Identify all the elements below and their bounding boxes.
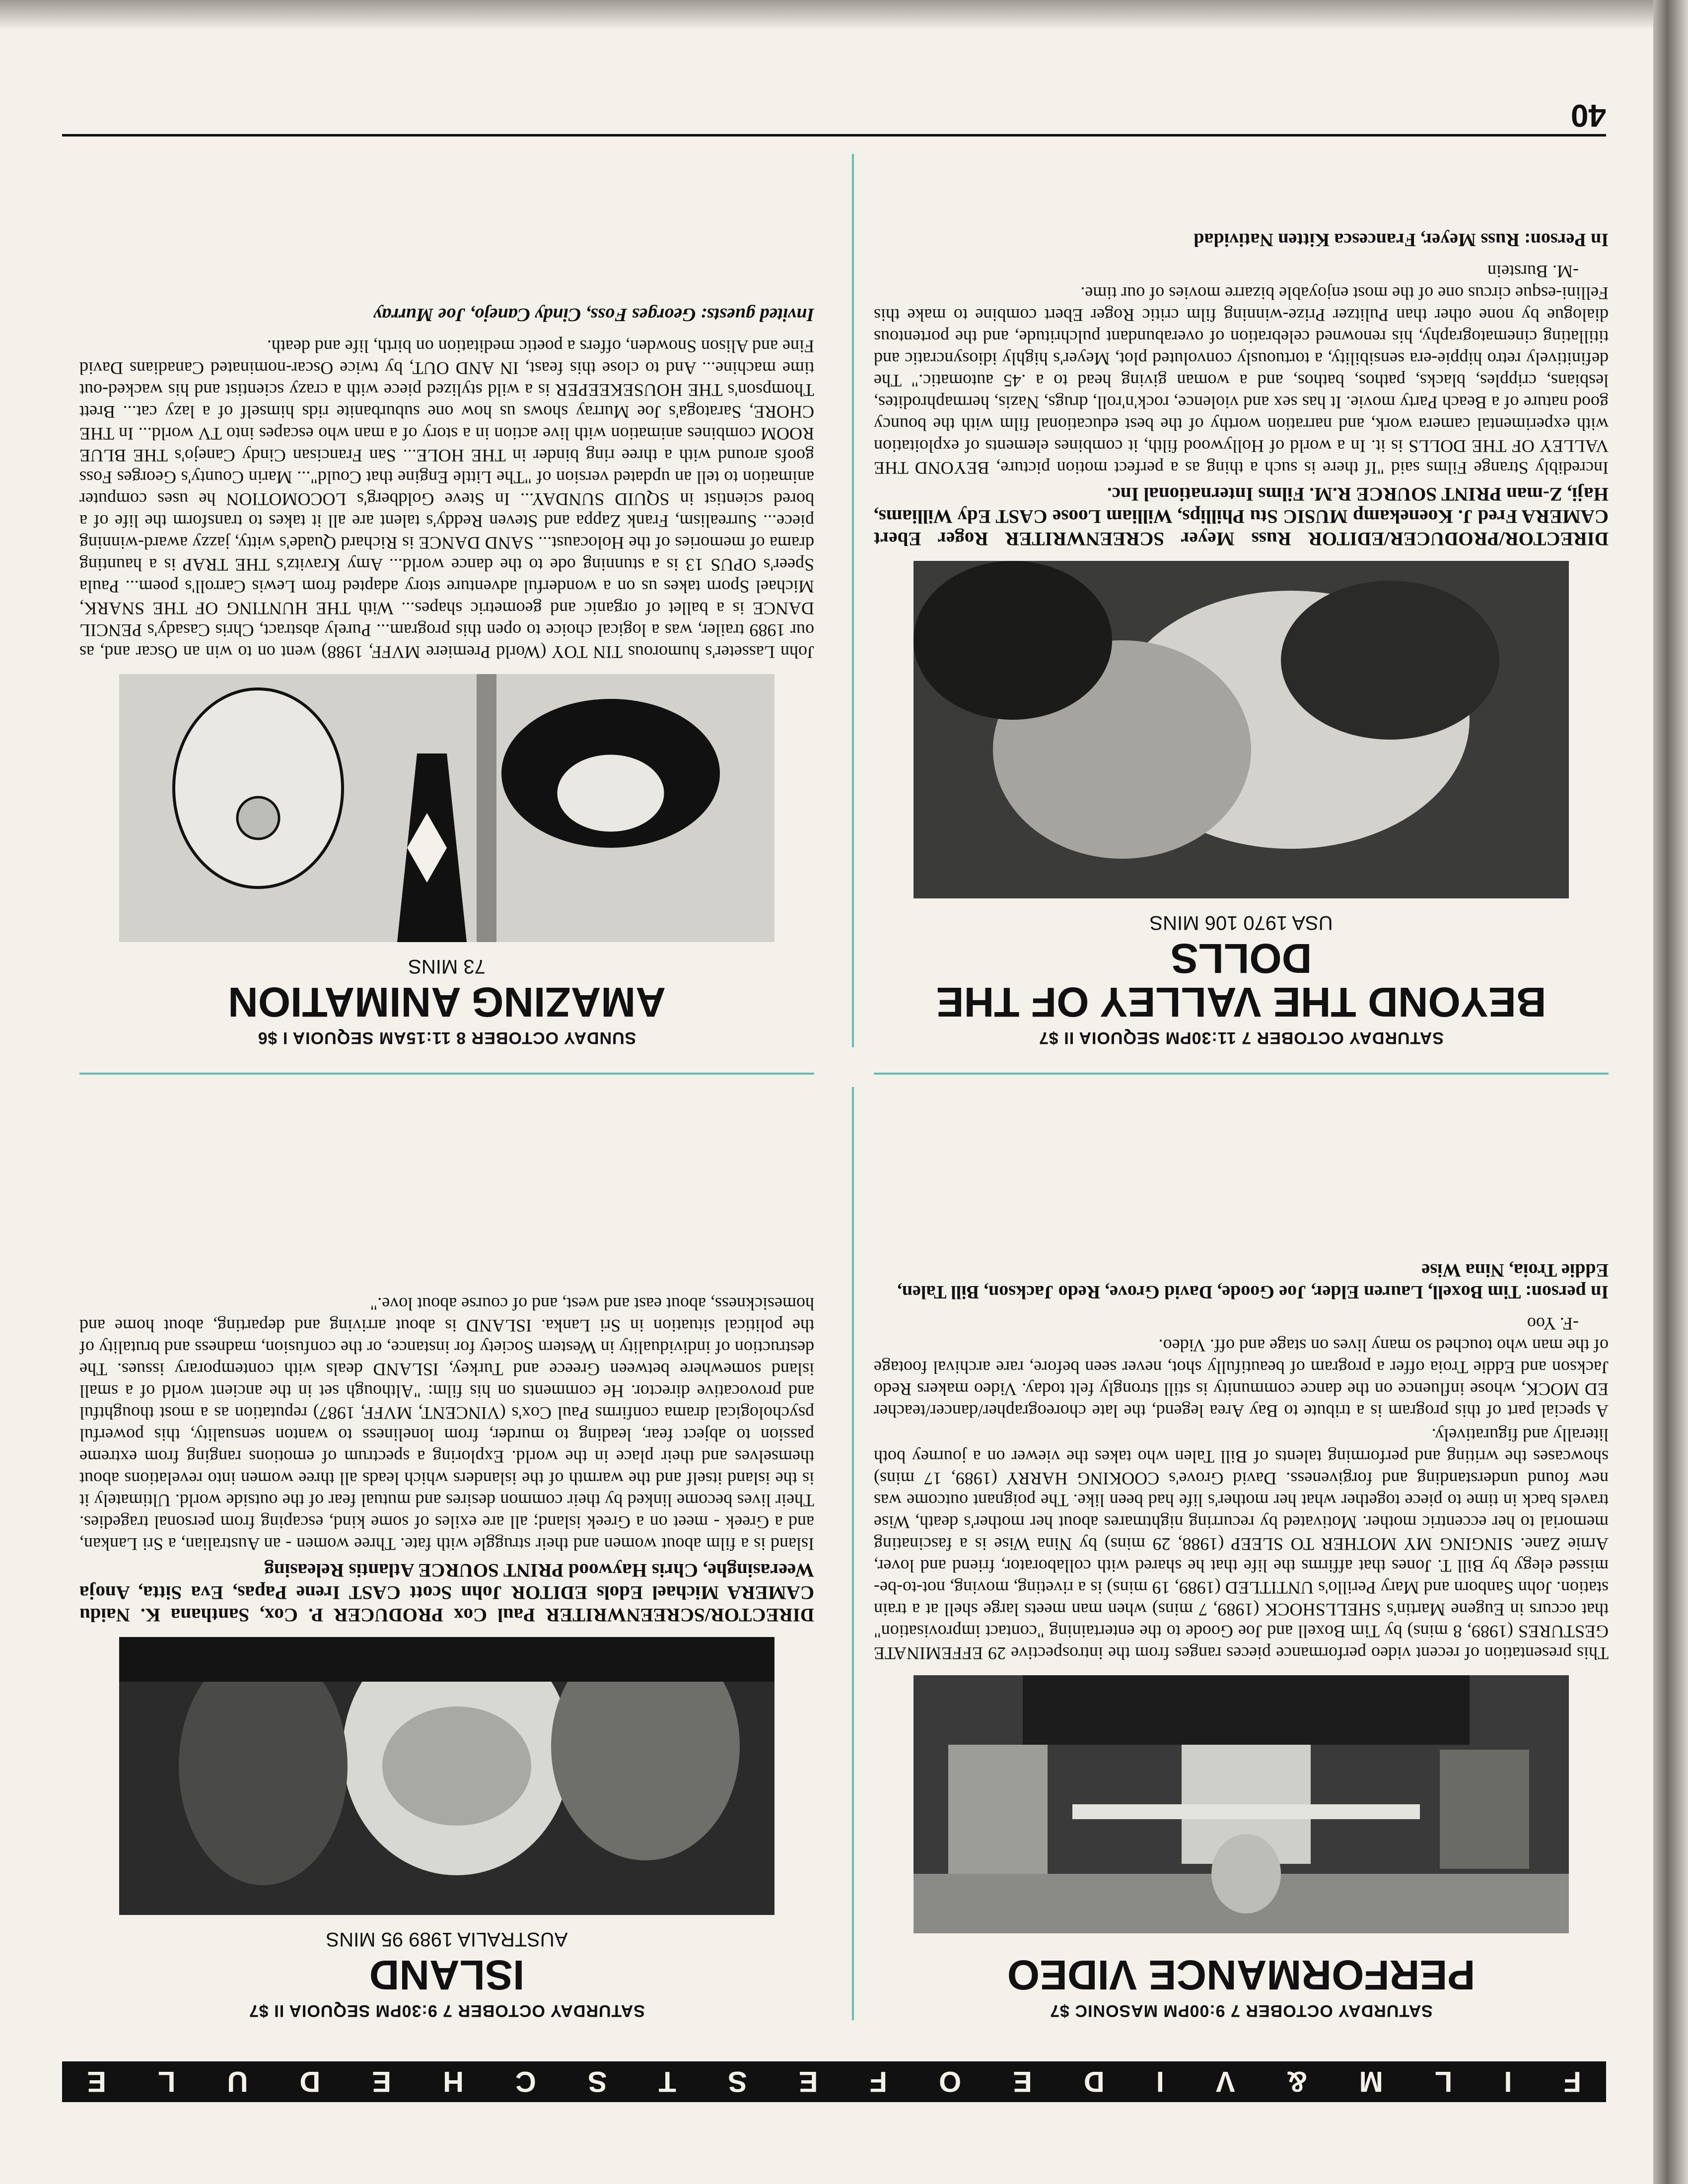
program-description	[874, 1313, 1609, 1664]
page-number: 40	[1570, 98, 1606, 134]
banner-letter: F	[869, 2065, 887, 2098]
island-photo-graphic	[119, 1637, 774, 1915]
valley-photo	[914, 561, 1569, 898]
banner-letter: H	[443, 2065, 464, 2098]
banner-letter: V	[1215, 2065, 1235, 2098]
program-description	[79, 1293, 814, 1555]
animation-still	[119, 674, 774, 942]
column-divider	[852, 154, 854, 1047]
description-paragraph: Incredibly Strange Films said "If there is such a thing as a perfect motion picture, BEYOND THE VALLEY OF THE DOLLS is it. In a world of Hollywood filth, it combines elements of exploitation with experimental camera work, and narration worthy of the best educational film with the bouncy good nature of a Beach Party movie. It has sex and violence, rock'n'roll, drugs, Nazis, hermaphrodites, lesbians, cripples, blacks, pathos, bathos, and a woman giving head to a .45 automatic." The definitively retro hippie-era sensibility, a tortuously convoluted plot, Meyer's highly idiosyncratic and titillating cinematography, his renowned celebration of overabundant pulchritude, and the portentous dialogue by none other than Pulitzer Prize-winning film critic Roger Ebert combine to make this Fellini-esque circus one of the most enjoyable bizarre movies of our time.	[874, 283, 1609, 478]
program-description	[79, 336, 814, 663]
banner-letter: O	[938, 2065, 962, 2098]
screening-info: SUNDAY OCTOBER 8 11:15AM SEQUOIA I $6	[257, 1028, 636, 1047]
banner-letter: L	[158, 2065, 176, 2098]
banner-letter: M	[1359, 2065, 1383, 2098]
column-divider	[852, 1087, 854, 2020]
description-paragraph: A special part of this program is a tribute to Bay Area legend, the late choreographer/dancer/teacher ED MOCK, whose influence on the dance community is still strongly felt today. Video makers Redo Jackson and Eddie Troia offer a program of beautifully shot, never seen before, rare archival footage of the man who touched so many lives on stage and off. Video.	[874, 1336, 1609, 1421]
banner-letter: E	[1013, 2065, 1032, 2098]
banner-letter: L	[1434, 2065, 1453, 2098]
program-performance-video	[874, 1087, 1609, 2020]
banner-letter: E	[798, 2065, 818, 2098]
program-details: USA 1970 106 MINS	[1149, 912, 1333, 934]
footer-rule	[62, 134, 1606, 136]
banner-letter: I	[1504, 2065, 1512, 2098]
in-person-guests: In Person: Russ Meyer, Francesca Kitten Natividad	[1194, 229, 1609, 250]
screening-info: SATURDAY OCTOBER 7 9:30PM SEQUOIA II $7	[249, 2001, 645, 2020]
banner-letter: S	[728, 2065, 747, 2098]
invited-guests: Invited guests: Georges Foss, Cindy Canejo, Joe Murray	[373, 304, 814, 325]
island-photo	[119, 1637, 774, 1915]
banner-letter: C	[515, 2065, 536, 2098]
description-paragraph: John Lasseter's humorous TIN TOY (World Premiere MVFF, 1988) went on to win an Oscar and, as our 1989 trailer, was a logical choice to open this program... Purely abstract, Chris Casady's PENCIL DANCE is a ballet of organic and geometric shapes... With THE HUNTING OF THE SNARK, Michael Sporn takes us on a wonderful adventure story adapted from Lewis Carroll's poem... Paula Speer's OPUS 13 is a stunning ode to the dance world... Amy Kravitz's THE TRAP is a haunting drama of memories of the Holocaust... SAND DANCE is Richard Quade's witty, jazzy award-winning piece... Surrealism, Frank Zappa and Steven Reddy's talent are all it takes to transform the life of a bored scientist in SQUID SUNDAY... In Steve Goldberg's LOCOMOTION he uses computer animation to tell an updated version of "The Little Engine that Could"... Marin County's Georges Foss goofs around with a three ring binder in THE HOLE... San Francisan Cindy Canejo's THE BLUE ROOM combines animation with live action in a story of a man who escapes into TV world... In THE CHORE, Saratoga's Joe Murray shows us how one suburbanite rids himself of a lazy cat... Brett Thompson's THE HOUSEKEEPER is a wild stylized piece with a crazy scientist and his wacked-out time machine... And to close this feast, IN AND OUT, by twice Oscar-nominated Canadians David Fine and Alison Snowden, offers a poetic meditation on birth, life and death.	[79, 337, 814, 662]
program-title: BEYOND THE VALLEY OF THE DOLLS	[936, 935, 1547, 1025]
in-person-guests: In person: Tim Boxell, Lauren Elder, Joe Goode, David Grove, Redo Jackson, Bill Talen, Eddie Troia, Nina Wise	[897, 1260, 1609, 1302]
animation-still-graphic	[119, 674, 774, 942]
banner-letter: T	[658, 2065, 677, 2098]
performance-photo-graphic	[914, 1675, 1569, 1933]
banner-letter: I	[1156, 2065, 1164, 2098]
banner-letter: D	[1083, 2065, 1105, 2098]
banner-letter: E	[372, 2065, 392, 2098]
performance-photo	[914, 1675, 1569, 1933]
program-island	[79, 1087, 814, 2020]
program-details: AUSTRALIA 1989 95 MINS	[326, 1928, 568, 1950]
screening-info: SATURDAY OCTOBER 7 11:30PM SEQUOIA II $7	[1039, 1028, 1444, 1047]
program-title: AMAZING ANIMATION	[228, 979, 666, 1025]
program-amazing-animation	[79, 154, 814, 1047]
banner-letter: S	[587, 2065, 607, 2098]
banner-letter: F	[1563, 2065, 1581, 2098]
banner-letter: U	[227, 2065, 248, 2098]
review-signature: -F. Yoo	[1527, 1314, 1579, 1334]
description-paragraph: This presentation of recent video performance pieces ranges from the introspective 29 EFFEMINATE GESTURES (1989, 8 mins) by Tim Boxell and Joe Goode to the entertaining "contact improvisation" that occurs in Eugene Martin's SHELLSHOCK (1989, 7 mins) when man meets large shell at a train station. John Sanborn and Mary Perillo's UNTITLED (1989, 19 mins) is a riveting, moving, not-to-be-missed elegy by Bill T. Jones that affirms the life that he shared with collaborator, friend and lover, Arnie Zane. SINGING MY MOTHER TO SLEEP (1988, 29 mins) by Nina Wise is a fascinating memorial to her eccentric mother. Motivated by recurring nightmares about her mother's death, Wise travels back in time to piece together what her mother's life had been like. The poignant outcome was new found understanding and forgiveness. David Grove's COOKING HARRY (1989, 17 mins) showcases the writing and performing talents of Bill Talen who takes the viewer on a journey both literally and figuratively.	[874, 1425, 1609, 1663]
banner-letter: &	[1286, 2065, 1308, 2098]
banner-letter: E	[87, 2065, 106, 2098]
row-divider	[874, 1073, 1609, 1075]
description-paragraph: Island is a film about women and their struggle with fate. Three women - an Australian, a Sri Lankan, and a Greek - meet on a Greek island; all are exiles of some kind, escaping from personal tragedies. Their lives become linked by their common desires and mutual fear of the outside world. Ultimately it is the island itself and the warmth of the islanders which leads all three women into revelations about themselves and their place in the world. Exploring a spectrum of emotions ranging from extreme passion to abject fear, leading to murder, from loneliness to wanton sensuality, this powerful psychological drama confirms Paul Cox's (VINCENT, MVFF, 1987) reputation as a most thoughtful and provocative director. He comments on his film: "Although set in the ancient world of a small island somewhere between Greece and Turkey, ISLAND deals with contemporary issues. The destruction of individuality in Western Society for instance, or the confusion, madness and brutality of the political situation in Sri Lanka. ISLAND is about arriving and departing, about home and homesickness, about east and west, and of course about love."	[79, 1294, 814, 1554]
film-credits: DIRECTOR/SCREENWRITER Paul Cox PRODUCER P. Cox, Santhana K. Naidu CAMERA Michael Edols EDITOR John Scott CAST Irene Papas, Eva Sitta, Anoja Weerasinghe, Chris Haywood PRINT SOURCE Atlantis Releasing	[79, 1560, 814, 1626]
page-binding	[1653, 0, 1688, 2184]
banner-letter: D	[299, 2065, 321, 2098]
valley-photo-graphic	[914, 561, 1569, 898]
screening-info: SATURDAY OCTOBER 7 9:00PM MASONIC $7	[1050, 2001, 1433, 2020]
film-credits: DIRECTOR/PRODUCER/EDITOR Russ Meyer SCREENWRITER Roger Ebert CAMERA Fred J. Koenekamp MUSIC Stu Phillips, William Loose CAST Edy Williams, Haji, Z-man PRINT SOURCE R.M. Films International Inc.	[874, 483, 1609, 549]
schedule-banner	[62, 2061, 1606, 2102]
program-title: ISLAND	[369, 1952, 525, 1998]
program-description	[874, 261, 1609, 479]
program-title: PERFORMANCE VIDEO	[1007, 1952, 1476, 1998]
program-beyond-the-valley-of-the-dolls	[874, 154, 1609, 1047]
row-divider	[79, 1073, 814, 1075]
review-signature: -M. Burstein	[1487, 262, 1579, 281]
program-details: 73 MINS	[408, 956, 486, 977]
